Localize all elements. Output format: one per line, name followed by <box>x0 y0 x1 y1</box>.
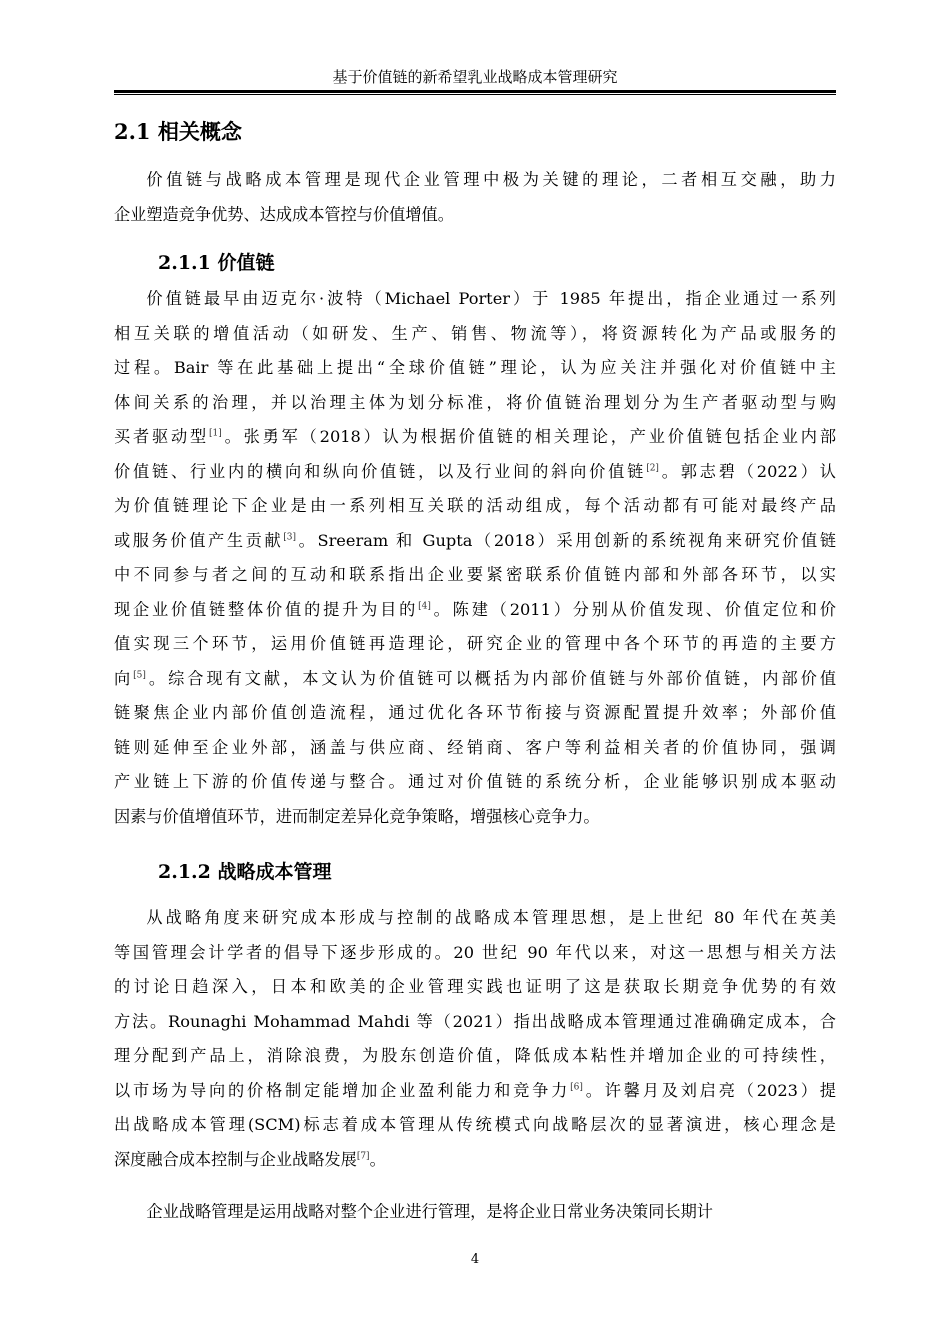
page-number: 4 <box>470 1252 480 1267</box>
line-text: 。郭志碧（2022）认 <box>658 461 836 481</box>
text-line <box>114 524 836 559</box>
section-heading: 2.1 相关概念 <box>114 119 242 144</box>
text-line: 为价值链理论下企业是由一系列相互关联的活动组成，每个活动都有可能对最终产品 <box>114 496 836 515</box>
line-text: 。张勇军（2018）认为根据价值链的相关理论，产业价值链包括企业内部 <box>221 427 837 446</box>
text-line: 价值链与战略成本管理是现代企业管理中极为关键的理论，二者相互交融，助力 <box>146 170 836 189</box>
text-line: 值实现三个环节，运用价值链再造理论，研究企业的管理中各个环节的再造的主要方 <box>114 634 836 653</box>
text-line: 方法。Rounaghi Mohammad Mahdi 等（2021）指出战略成本管理通过准确确定成本，合 <box>114 1011 836 1031</box>
text-line: 链聚焦企业内部价值创造流程，通过优化各环节衔接与资源配置提升效率；外部价值 <box>114 703 836 722</box>
citation-ref: [6] <box>570 1082 583 1093</box>
text-line: 过程。Bair 等在此基础上提出“全球价值链”理论，认为应关注并强化对价值链中主 <box>114 358 836 377</box>
line-text: 价值链、行业内的横向和纵向价值链，以及行业间的斜向价值链 <box>114 461 647 481</box>
text-line: 因素与价值增值环节，进而制定差异化竞争策略，增强核心竞争力。 <box>114 806 600 826</box>
strategic-cost-paragraph <box>114 901 836 1177</box>
text-line: 企业战略管理是运用战略对整个企业进行管理，是将企业日常业务决策同长期计 <box>146 1202 713 1221</box>
line-text: 或服务价值产生贡献 <box>114 530 284 550</box>
citation-ref: [1] <box>209 428 222 439</box>
line-text: 。陈建（2011）分别从价值发现、价值定位和价 <box>430 599 836 619</box>
citation-ref: [4] <box>418 601 431 612</box>
header-rule-thin <box>114 94 836 95</box>
text-line: 相互关联的增值活动（如研发、生产、销售、物流等），将资源转化为产品或服务的 <box>114 323 836 343</box>
text-line <box>114 1074 836 1109</box>
text-line: 出战略成本管理(SCM)标志着成本管理从传统模式向战略层次的显著演进，核心理念是 <box>114 1115 836 1134</box>
text-line: 理分配到产品上，消除浪费，为股东创造价值，降低成本粘性并增加企业的可持续性， <box>114 1046 836 1065</box>
text-line <box>114 455 836 490</box>
line-text: 向 <box>114 668 134 688</box>
subsection-heading-strategic-cost: 2.1.2 战略成本管理 <box>158 861 332 883</box>
text-line: 等国管理会计学者的倡导下逐步形成的。20 世纪 90 年代以来，对这一思想与相关方法 <box>114 942 836 962</box>
citation-ref: [5] <box>133 670 146 681</box>
running-header: 基于价值链的新希望乳业战略成本管理研究 <box>332 68 618 86</box>
line-text: 。综合现有文献，本文认为价值链可以概括为内部价值链与外部价值链，内部价值 <box>145 668 837 688</box>
text-line: 链则延伸至企业外部，涵盖与供应商、经销商、客户等利益相关者的价值协同，强调 <box>114 737 836 757</box>
text-line <box>114 662 836 697</box>
text-line: 中不同参与者之间的互动和联系指出企业要紧密联系价值链内部和外部各环节，以实 <box>114 565 836 584</box>
line-text: 深度融合成本控制与企业战略发展 <box>114 1149 357 1169</box>
text-line: 产业链上下游的价值传递与整合。通过对价值链的系统分析，企业能够识别成本驱动 <box>114 772 836 791</box>
text-line <box>114 593 836 628</box>
value-chain-paragraph <box>114 282 836 834</box>
citation-ref: [3] <box>283 532 297 543</box>
line-text: 。Sreeram 和 Gupta（2018）采用创新的系统视角来研究价值链 <box>296 530 837 550</box>
text-line: 体间关系的治理，并以治理主体为划分标准，将价值链治理划分为生产者驱动型与购 <box>114 392 836 412</box>
text-line: 价值链最早由迈克尔·波特（Michael Porter）于 1985 年提出，指企业通过一系列 <box>146 289 836 308</box>
line-text: 买者驱动型 <box>114 427 210 446</box>
text-line: 从战略角度来研究成本形成与控制的战略成本管理思想，是上世纪 80 年代在英美 <box>146 908 836 927</box>
text-line: 企业塑造竞争优势、达成成本管控与价值增值。 <box>114 204 454 224</box>
line-text: 。 <box>369 1149 386 1169</box>
citation-ref: [2] <box>646 463 659 474</box>
citation-ref: [7] <box>356 1151 370 1162</box>
text-line <box>114 420 836 455</box>
line-text: 以市场为导向的价格制定能增加企业盈利能力和竞争力 <box>114 1080 571 1100</box>
line-text: 。许馨月及刘启亮（2023）提 <box>582 1080 836 1100</box>
text-line: 的讨论日趋深入，日本和欧美的企业管理实践也证明了这是获取长期竞争优势的有效 <box>114 977 836 996</box>
intro-paragraph <box>114 163 836 232</box>
header-rule-thick <box>114 90 836 93</box>
line-text: 现企业价值链整体价值的提升为目的 <box>114 599 419 619</box>
strategic-management-paragraph <box>114 1195 836 1230</box>
subsection-heading-value-chain: 2.1.1 价值链 <box>158 252 275 274</box>
text-line <box>114 1143 836 1178</box>
